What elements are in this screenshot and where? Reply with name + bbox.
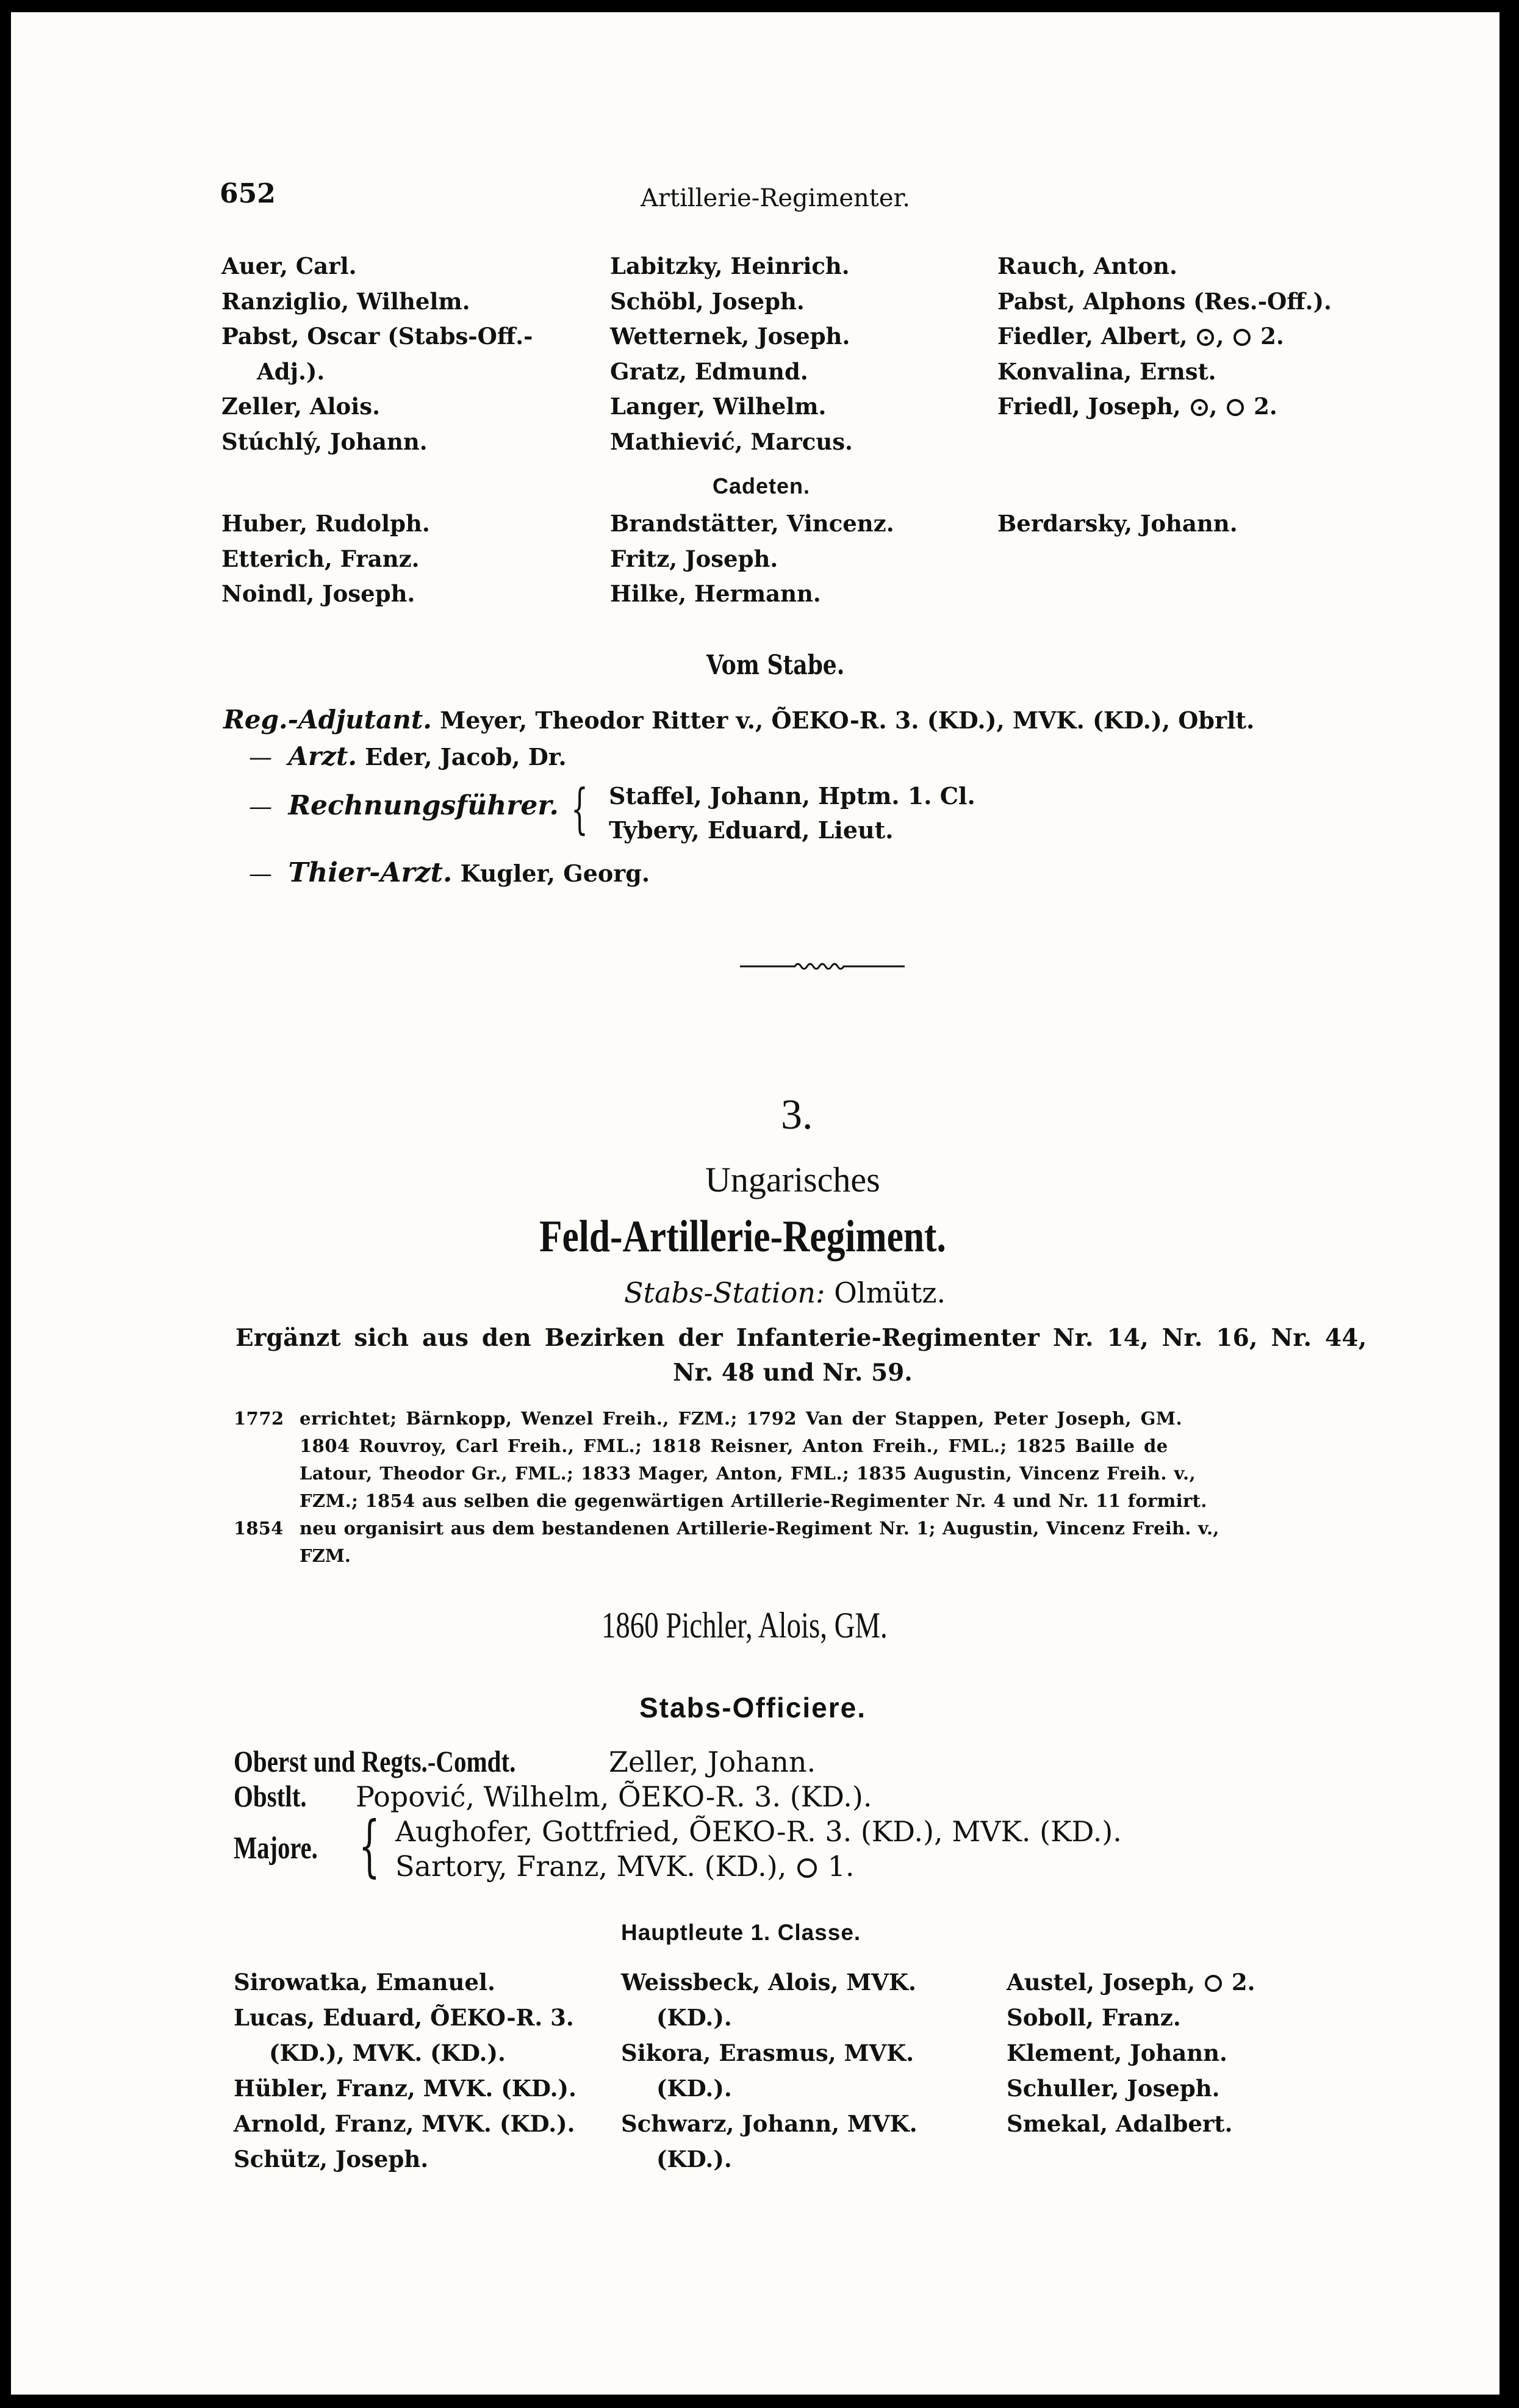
name-entry: Pabst, Oscar (Stabs-Off.- (221, 323, 533, 350)
brace-icon: { (571, 777, 588, 840)
regiment-name-line-2: Feld-Artillerie-Regiment. (539, 1212, 946, 1262)
name-text: Friedl, Joseph, (997, 393, 1181, 420)
stabs-officiere-heading: Stabs-Officiere. (639, 1692, 866, 1723)
name-entry: Auer, Carl. (221, 253, 357, 279)
rank-label: Obstlt. (234, 1779, 307, 1813)
order-dot-circle-icon (1197, 329, 1214, 346)
name-entry: Hübler, Franz, MVK. (KD.). (234, 2075, 576, 2102)
hauptleute-heading: Hauptleute 1. Classe. (621, 1920, 861, 1945)
ditto-dash: — (249, 860, 272, 887)
order-circle-icon (797, 1858, 817, 1878)
page-scan (11, 12, 1499, 2395)
recruitment-line-2: Nr. 48 und Nr. 59. (673, 1359, 913, 1387)
role-holder: Meyer, Theodor Ritter v., ÕEKO-R. 3. (KD.), MVK. (KD.), Obrlt. (440, 706, 1255, 734)
name-entry: (KD.). (656, 2146, 732, 2173)
ditto-dash: — (249, 744, 272, 771)
name-entry: Weissbeck, Alois, MVK. (621, 1969, 916, 1996)
name-entry: Adj.). (257, 358, 325, 385)
history-text: neu organisirt aus dem bestandenen Artillerie-Regiment Nr. 1; Augustin, Vincenz Freih. v., (300, 1518, 1219, 1539)
order-circle-icon (1205, 1975, 1222, 1992)
history-line (300, 1545, 351, 1566)
running-title: Artillerie-Regimenter. (641, 184, 910, 212)
cadets-heading: Cadeten. (713, 473, 811, 498)
name-entry: Zeller, Alois. (221, 393, 380, 420)
station-value: Olmütz. (834, 1276, 946, 1309)
majore-label: Majore. (234, 1831, 318, 1866)
name-entry: Noindl, Joseph. (221, 580, 415, 607)
officer-column-2 (610, 249, 853, 459)
name-entry: Pabst, Alphons (Res.-Off.). (997, 287, 1332, 315)
name-entry: Hilke, Hermann. (610, 580, 821, 607)
regiment-inhaber: 1860 Pichler, Alois, GM. (601, 1605, 888, 1645)
role-label: Rechnungsführer. (288, 790, 559, 821)
name-entry: Klement, Johann. (1007, 2040, 1227, 2066)
name-entry: Fritz, Joseph. (610, 545, 778, 572)
history-text: FZM. (300, 1545, 351, 1566)
order-class: 2. (1260, 323, 1284, 350)
major-name-2 (395, 1850, 854, 1883)
ditto-dash: — (249, 793, 272, 820)
brace-icon: { (359, 1806, 380, 1885)
page-number: 652 (220, 178, 276, 209)
order-class: 2. (1254, 393, 1277, 420)
history-line (234, 1518, 1219, 1539)
name-entry: (KD.). (656, 2075, 732, 2102)
rechnungsfuehrer-name-1: Staffel, Johann, Hptm. 1. Cl. (609, 782, 975, 810)
name-entry: Schütz, Joseph. (234, 2146, 429, 2173)
name-entry: Schwarz, Johann, MVK. (621, 2110, 918, 2137)
rechnungsfuehrer-line (249, 790, 559, 821)
name-entry: Friedl, Joseph, , 2. (997, 393, 1277, 420)
wavy-separator (740, 961, 905, 971)
order-class: 1. (827, 1850, 855, 1883)
cadets-column-3 (997, 506, 1238, 542)
history-line (300, 1490, 1207, 1511)
arzt-line (249, 741, 567, 771)
regiment-number: 3. (781, 1091, 813, 1138)
name-entry: Brandstätter, Vincenz. (610, 510, 894, 537)
history-line (300, 1463, 1196, 1484)
role-label: Reg.-Adjutant. (223, 705, 432, 735)
station-label: Stabs-Station: (624, 1276, 825, 1309)
name-entry: Etterich, Franz. (221, 545, 420, 572)
name-entry: Soboll, Franz. (1007, 2004, 1181, 2031)
officer-name: Zeller, Johann. (609, 1745, 816, 1778)
name-entry: (KD.), MVK. (KD.). (269, 2040, 506, 2066)
thierarzt-line (249, 857, 650, 888)
history-year: 1854 (234, 1518, 284, 1539)
obstlt-line (234, 1778, 872, 1814)
rank-label: Oberst und Regts.-Comdt. (234, 1744, 516, 1778)
order-circle-icon (1227, 399, 1244, 416)
reg-adjutant-line (223, 705, 1254, 735)
history-line (300, 1436, 1168, 1456)
major-name-1: Aughofer, Gottfried, ÕEKO-R. 3. (KD.), MVK. (KD.). (395, 1815, 1122, 1848)
name-entry: (KD.). (656, 2004, 732, 2031)
name-entry: Konvalina, Ernst. (997, 358, 1216, 385)
name-entry: Lucas, Eduard, ÕEKO-R. 3. (234, 2004, 574, 2031)
regiment-name-line-1: Ungarisches (705, 1160, 880, 1199)
name-entry: Smekal, Adalbert. (1007, 2110, 1233, 2137)
oberst-line (234, 1744, 816, 1779)
name-entry: Rauch, Anton. (997, 253, 1177, 279)
name-entry: Huber, Rudolph. (221, 510, 430, 537)
staff-heading: Vom Stabe. (706, 650, 845, 681)
name-entry: Wetternek, Joseph. (610, 323, 850, 350)
history-text: Latour, Theodor Gr., FML.; 1833 Mager, Anton, FML.; 1835 Augustin, Vincenz Freih. v., (300, 1463, 1196, 1484)
name-entry: Gratz, Edmund. (610, 358, 808, 385)
rechnungsfuehrer-name-2: Tybery, Eduard, Lieut. (609, 816, 894, 844)
officer-name: Popović, Wilhelm, ÕEKO-R. 3. (KD.). (356, 1780, 872, 1813)
name-entry: Sirowatka, Emanuel. (234, 1969, 495, 1996)
history-text: FZM.; 1854 aus selben die gegenwärtigen Artillerie-Regimenter Nr. 4 und Nr. 11 formirt. (300, 1490, 1207, 1511)
captains-column-3 (1007, 1964, 1255, 2141)
history-text: errichtet; Bärnkopp, Wenzel Freih., FZM.; 1792 Van der Stappen, Peter Joseph, GM. (300, 1408, 1183, 1429)
name-entry: Schöbl, Joseph. (610, 287, 805, 315)
name-entry: Sikora, Erasmus, MVK. (621, 2040, 914, 2066)
officer-column-1 (221, 249, 533, 459)
name-entry: Fiedler, Albert, , 2. (997, 323, 1284, 350)
history-text: 1804 Rouvroy, Carl Freih., FML.; 1818 Reisner, Anton Freih., FML.; 1825 Baille de (300, 1436, 1168, 1456)
name-entry: Langer, Wilhelm. (610, 393, 827, 420)
staff-station (624, 1276, 946, 1309)
name-entry: Labitzky, Heinrich. (610, 253, 850, 279)
name-entry: Arnold, Franz, MVK. (KD.). (234, 2110, 575, 2137)
history-line (234, 1408, 1182, 1429)
name-text: Fiedler, Albert, (997, 323, 1188, 350)
order-dot-circle-icon (1191, 399, 1208, 416)
cadets-column-2 (610, 506, 894, 612)
recruitment-line-1: Ergänzt sich aus den Bezirken der Infanterie-Regimenter Nr. 14, Nr. 16, Nr. 44, (235, 1324, 1367, 1352)
name-entry: Mathiević, Marcus. (610, 428, 853, 455)
name-entry: Schuller, Joseph. (1007, 2075, 1220, 2102)
role-label: Thier-Arzt. (288, 857, 453, 888)
name-entry: Ranziglio, Wilhelm. (221, 287, 470, 315)
name-text: Austel, Joseph, (1007, 1969, 1196, 1996)
name-entry: Stúchlý, Johann. (221, 428, 428, 455)
order-class: 2. (1231, 1969, 1255, 1996)
history-year: 1772 (234, 1408, 284, 1429)
captains-column-1 (234, 1964, 576, 2177)
order-circle-icon (1234, 329, 1251, 346)
captains-column-2 (621, 1964, 918, 2177)
cadets-column-1 (221, 506, 430, 612)
officer-column-3 (997, 249, 1332, 425)
name-entry: Berdarsky, Johann. (997, 510, 1238, 537)
name-entry (1007, 1964, 1255, 2000)
role-holder: Kugler, Georg. (460, 860, 650, 887)
officer-name: Sartory, Franz, MVK. (KD.), (395, 1850, 787, 1883)
role-holder: Eder, Jacob, Dr. (365, 743, 567, 771)
role-label: Arzt. (288, 741, 357, 771)
